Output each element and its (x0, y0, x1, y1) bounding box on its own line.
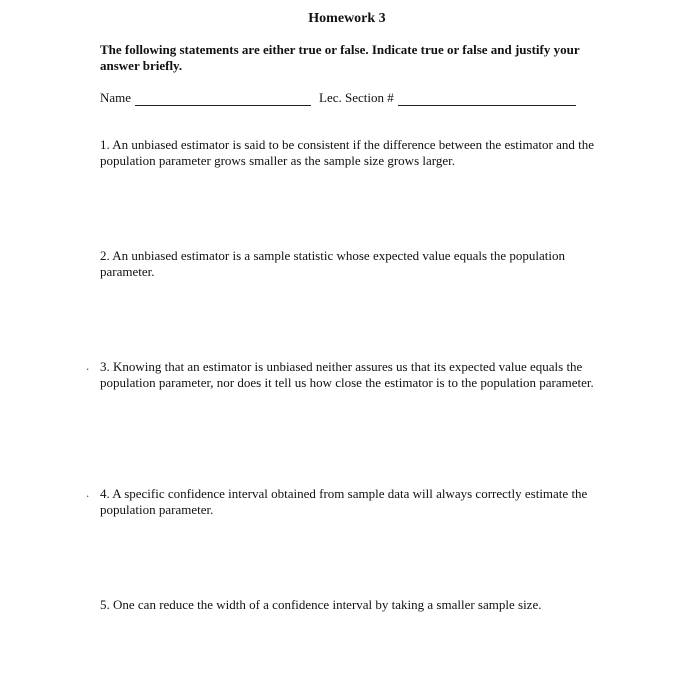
question-1: 1. An unbiased estimator is said to be consistent if the difference between the estimator and the population parameter grows smaller as the sample size grows larger. (100, 137, 594, 168)
student-info-row (100, 90, 600, 108)
section-blank-line (398, 105, 576, 106)
margin-dot-4: . (86, 485, 90, 500)
instructions-text: The following statements are either true or false. Indicate true or false and justify your answer briefly. (100, 42, 580, 73)
section-label: Lec. Section # (319, 90, 394, 105)
margin-dot-3: . (86, 358, 90, 373)
name-label: Name (100, 90, 132, 105)
question-2: 2. An unbiased estimator is a sample statistic whose expected value equals the population parameter. (100, 248, 565, 279)
question-3: 3. Knowing that an estimator is unbiased neither assures us that its expected value equals the population parameter, nor does it tell us how close the estimator is to the population parameter. (100, 359, 594, 390)
question-5: 5. One can reduce the width of a confidence interval by taking a smaller sample size. (100, 597, 542, 612)
page-title: Homework 3 (308, 11, 386, 26)
question-4: 4. A specific confidence interval obtained from sample data will always correctly estimate the population parameter. (100, 486, 588, 517)
name-blank-line (135, 105, 311, 106)
